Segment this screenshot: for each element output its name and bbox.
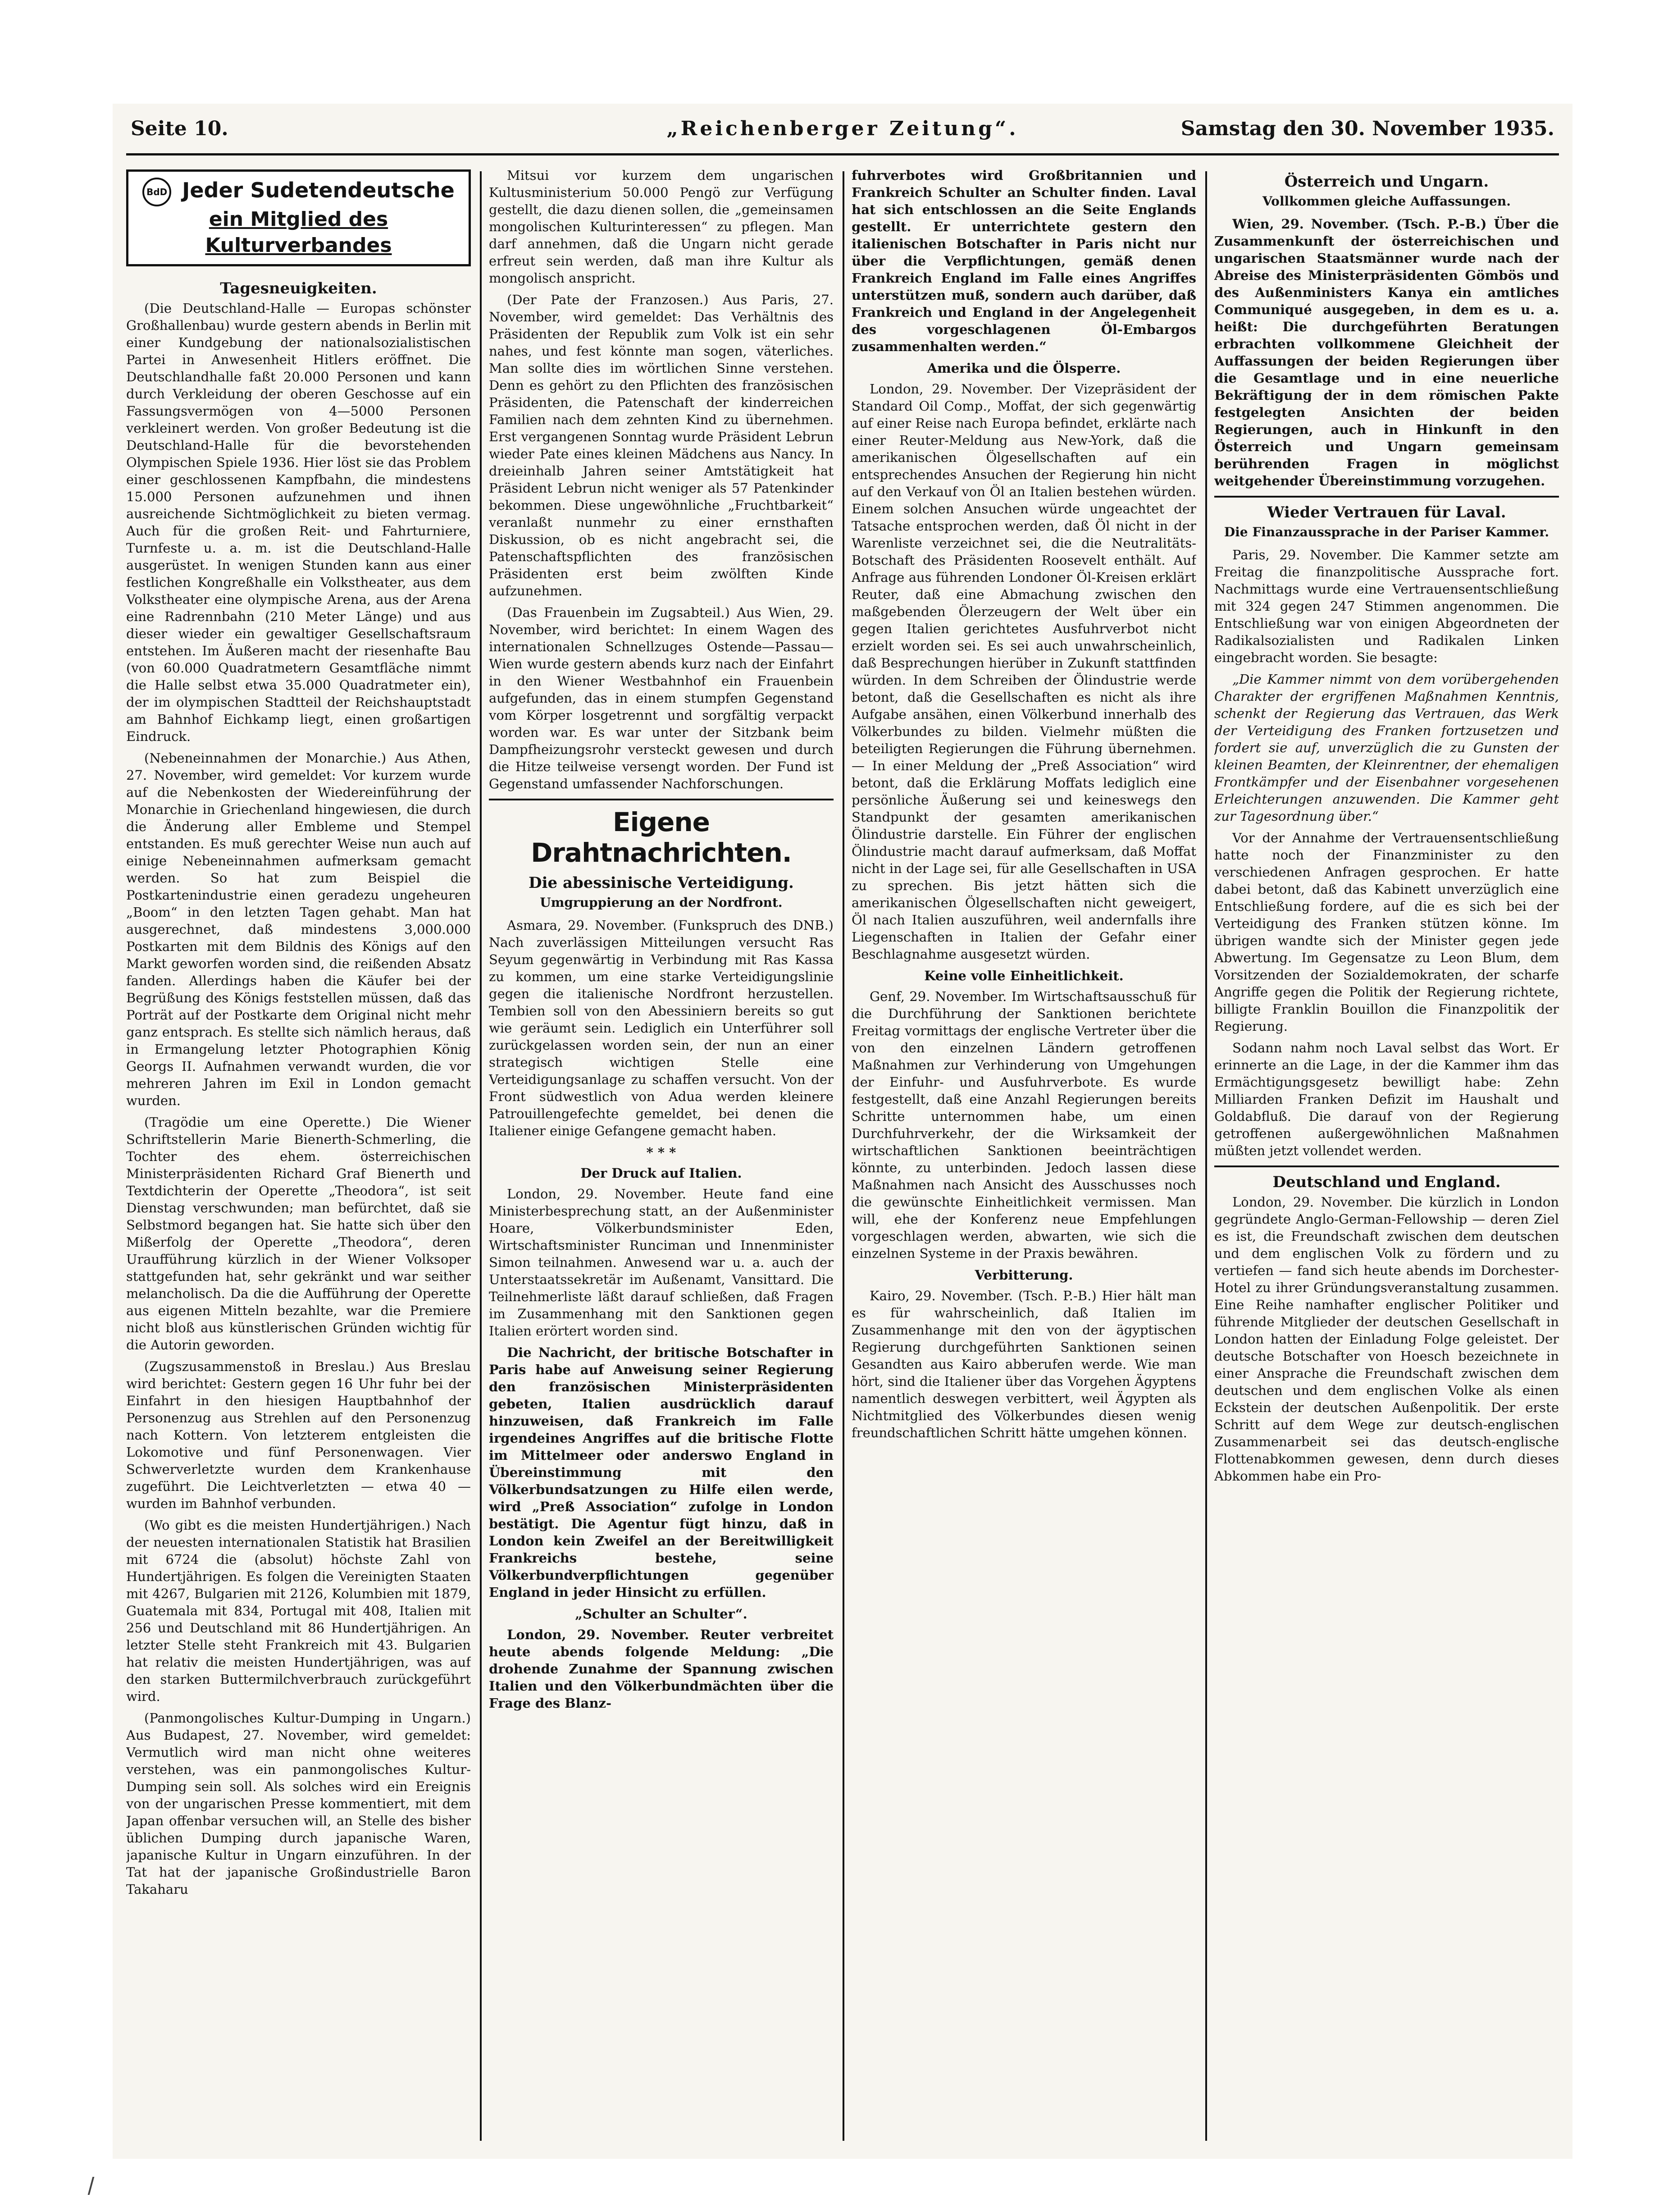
section-divider: [1214, 496, 1559, 498]
article-paragraph: Sodann nahm noch Laval selbst das Wort. Er erinnerte an die Lage, in der die Kammer ihm das Ermächtigungsgesetz bewilligt habe: Zehn Milliarden Franken Defizit im Haushalt und Goldabfluß. Die darauf von der Regierung getroffenen außergewöhnlichen Maßnahmen müßten jetzt vollendet werden.: [1214, 1040, 1559, 1158]
article-paragraph: (Das Frauenbein im Zugsabteil.) Aus Wien, 29. November, wird berichtet: In einem Wagen des internationalen Schnellzuges Ostende—Passau—Wien wurde gestern abends kurz nach der Einfahrt in den Wiener Westbahnhof ein Frauenbein aufgefunden, das in einem stumpfen Gegenstand vom Körper losgetrennt und sorgfältig verpackt worden war. Es war unter der Sitzbank beim Dampfheizungsrohr versteckt gewesen und durch die Hitze teilweise versengt worden. Der Fund ist Gegenstand umfassender Nachforschungen.: [489, 605, 834, 791]
article-heading-laval: Wieder Vertrauen für Laval.: [1267, 503, 1506, 521]
article-paragraph: Genf, 29. November. Im Wirtschaftsausschuß für die Durchführung der Sanktionen berichtete Freitag vormittags der englische Vertreter über die von den einzelnen Ländern getroffenen Maßnahmen zur Verhinderung von Umgehungen der Einfuhr- und Ausfuhrverbote. Es wurde festgestellt, daß eine Anzahl Regierungen bereits Schritte unternommen habe, um einen Durchfuhrverkehr, der die Wirksamkeit der wirtschaftlichen Sanktionen beeinträchtigen könnte, zu unterbinden. Jedoch lassen diese Maßnahmen nach Ansicht des Ausschusses noch die gewünschte Einheitlichkeit vermissen. Man will, ehe der Konferenz neue Empfehlungen vorgeschlagen werden, abwarten, wie sich die einzelnen Systeme in der Praxis bewähren.: [852, 989, 1196, 1261]
article-paragraph: (Die Deutschland-Halle — Europas schönster Großhallenbau) wurde gestern abends in Berlin mit einer Kundgebung der nationalsozialistischen Partei in Anwesenheit Hitlers eröffnet. Die Deutschlandhalle faßt 20.000 Personen und kann durch Verkleidung der oberen Geschosse auf ein Fassungsvermögen von 4—5000 Personen verkleinert werden. Von großer Bedeutung ist die Deutschland-Halle für die bevorstehenden Olympischen Spiele 1936. Hier löst sie das Problem einer geschlossenen Kampfbahn, die mindestens 15.000 Personen aufzunehmen und ihnen ausreichende Sichtmöglichkeit zu bieten vermag. Auch für die großen Reit- und Fahrturniere, Turnfeste u. a. m. ist die Deutschland-Halle ausgerüstet. In wenigen Stunden kann aus einer festlichen Kongreßhalle ein Volkstheater, aus dem Volkstheater eine olympische Arena, aus der Arena eine Radrennbahn (210 Meter Länge) und aus dieser wieder ein gewaltiger Gesellschaftsraum entstehen. Im Äußeren macht der riesenhafte Bau (von 60.000 Quadratmetern Gesamtfläche nimmt die Halle selbst etwa 35.000 Quadratmeter ein), der im olympischen Stadtteil der Reichshauptstadt am Bahnhof Eichkamp liegt, einen großartigen Eindruck.: [126, 300, 471, 744]
article-paragraph: London, 29. November. Heute fand eine Ministerbesprechung statt, an der Außenminister Hoare, Völkerbundsminister Eden, Wirtschaftsminister Runciman und Innenminister Simon teilnahmen. Anwesend war u. a. auch der Unterstaatssekretär im Außenamt, Vansittard. Die Teilnehmerliste läßt darauf schließen, daß Fragen im Zusammenhang mit den Sanktionen gegen Italien erörtert worden sind.: [489, 1186, 834, 1339]
article-heading-shoulder: „Schulter an Schulter“.: [575, 1606, 747, 1622]
column-rule-1: [480, 171, 482, 2141]
article-heading-england: Deutschland und England.: [1272, 1173, 1501, 1191]
newspaper-title: „Reichenberger Zeitung“.: [666, 117, 1019, 140]
article-paragraph: (Zugszusammenstoß in Breslau.) Aus Breslau wird berichtet: Gestern gegen 16 Uhr fuhr bei der Einfahrt in den hiesigen Hauptbahnhof der Personenzug aus Strehlen auf den Personenzug nach Kottern. Von letzterem entgleisten die Lokomotive und fünf Personenwagen. Vier Schwerverletzte wurden dem Krankenhause zugeführt. Die Leichtverletzten — etwa 40 — wurden im Bahnhof verbunden.: [126, 1358, 471, 1511]
article-paragraph: London, 29. November. Reuter verbreitet heute abends folgende Meldung: „Die drohende Zunahme der Spannung zwischen Italien und den Völkerbundmächten über die Frage des Blanz-: [489, 1627, 834, 1711]
header-rule: [126, 153, 1559, 155]
article-paragraph: London, 29. November. Die kürzlich in London gegründete Anglo-German-Fellowship — deren Ziel es ist, die Freundschaft zwischen dem deutschen und dem englischen Volk zu fördern und zu vertiefen — fand sich heute abends im Dorchester-Hotel zu ihrer Gründungsveranstaltung zusammen. Eine Reihe namhafter englischer Politiker und führende Mitglieder der deutschen Gesellschaft in London hatten der Einladung Folge geleistet. Der deutsche Botschafter von Hoesch bezeichnete in einer Ansprache die Freundschaft zwischen dem deutschen und dem englischen Volke als einen Eckstein der deutschen Außenpolitik. Der erste Schritt auf dem Wege zur deutsch-englischen Zusammenarbeit sei das deutsch-englische Flottenabkommen gewesen, denn durch dieses Abkommen habe ein Pro-: [1214, 1194, 1559, 1484]
banner-line-2: ein Mitglied des Kulturverbandes: [205, 207, 392, 257]
section-heading-tagesneuigkeiten: Tagesneuigkeiten.: [220, 279, 377, 297]
article-paragraph: London, 29. November. Der Vizepräsident der Standard Oil Comp., Moffat, der sich gegenwärtig auf einer Reise nach Europa befindet, erklärte nach einer Reuter-Meldung aus New-York, daß die amerikanischen Ölgesellschaften auf ein entsprechendes Ansuchen der Regierung hin nicht auf den Verkauf von Öl an Italien bestehen würden. Einem solchen Ansuchen würde ungeachtet der Tatsache entsprochen werden, daß Öl nicht in der Warenliste verzeichnet sei, die die Neutralitäts-Botschaft des Präsidenten Roosevelt enthält. Auf Anfrage aus führenden Londoner Öl-Kreisen erklärt Reuter, daß eine Abmachung zwischen den maßgebenden Ölerzeugern der Welt über ein gegen Italien gerichtetes Ausfuhrverbot nicht erzielt worden sei. Es sei auch unwahrscheinlich, daß Besprechungen hierüber in Zukunft stattfinden würden. In dem Schreiben der Ölindustrie werde betont, daß die Gesellschaften es nicht als ihre Aufgabe ansähen, einen Völkerbund innerhalb des Völkerbundes zu bilden. Vielmehr müßten die beteiligten Regierungen die Führung übernehmen. — In einer Meldung der „Preß Association“ wird betont, daß die Erklärung Moffats lediglich eine persönliche Äußerung sei und keineswegs den Standpunkt der gesamten amerikanischen Ölindustrie darstelle. Ein Führer der englischen Ölindustrie macht darauf aufmerksam, daß Moffat nicht in der Lage sei, für alle Gesellschaften in USA zu sprechen. Bis jetzt hätten sich die amerikanischen Ölgesellschaften nicht geweigert, Öl nach Italien auszuführen, weil andernfalls ihre Liegenschaften in Italien der Gefahr einer Beschlagnahme ausgesetzt würden.: [852, 381, 1196, 962]
article-paragraph: (Nebeneinnahmen der Monarchie.) Aus Athen, 27. November, wird gemeldet: Vor kurzem wurde auf die Nebenkosten der Wiedereinführung der Monarchie in Griechenland hingewiesen, die durch die Änderung aller Embleme und Stempel entstanden. Es muß gerechter Weise nun auch auf einige Nebeneinnahmen aufmerksam gemacht werden. So hat zum Beispiel die Postkartenindustrie einen geradezu ungeheuren „Boom“ in den letzten Tagen gehabt. Man hat ausgerechnet, daß mindestens 3,000.000 Postkarten mit dem Bildnis des Königs auf den Markt geworfen worden sind, die reißenden Absatz fanden. Allerdings haben die Käufer bei der Begrüßung des Königs feststellen müssen, daß das Porträt auf der Postkarte dem Original nicht mehr ganz entsprach. Es stellte sich nämlich heraus, daß in Ermangelung letzter Photographien König Georgs II. Aufnahmen verwandt wurden, die vor mehreren Jahren im Exil in London gemacht wurden.: [126, 750, 471, 1108]
column-2: [489, 167, 834, 2141]
separator-stars: * * *: [646, 1145, 676, 1160]
article-subheading: Umgruppierung an der Nordfront.: [540, 895, 783, 910]
kulturverband-banner: [126, 169, 471, 266]
article-subheading: Die Finanzaussprache in der Pariser Kammer.: [1224, 525, 1549, 539]
article-paragraph: fuhrverbotes wird Großbritannien und Frankreich Schulter an Schulter finden. Laval hat sich entschlossen an die Seite Englands gestellt. Er unterrichtete gestern den italienischen Botschafter in Paris nicht nur über die Verpflichtungen, gemäß denen Frankreich England im Falle eines Angriffes unterstützen muß, sondern auch darüber, daß Frankreich und England in der Angelegenheit des vorgeschlagenen Öl-Embargos zusammenhalten werden.“: [852, 168, 1196, 354]
article-paragraph: (Tragödie um eine Operette.) Die Wiener Schriftstellerin Marie Bienerth-Schmerling, die Tochter des ehem. österreichischen Ministerpräsidenten Richard Graf Bienerth und Textdichterin der Operette „Theodora“, ist seit Dienstag verschwunden; man befürchtet, daß sie Selbstmord begangen hat. Sie hatte sich über den Mißerfolg der Operette „Theodora“, deren Uraufführung kürzlich in der Wiener Volksoper stattgefunden hat, sehr gekränkt und war seither melancholisch. Da die die Aufführung der Operette aus eigenen Mitteln bezahlte, war die Premiere nicht bloß aus künstlerischen Gründen wichtig für die Autorin geworden.: [126, 1114, 471, 1353]
banner-line-1: Jeder Sudetendeutsche: [182, 178, 455, 202]
article-heading-pressure: Der Druck auf Italien.: [580, 1165, 742, 1181]
page-header: [131, 113, 1554, 149]
kulturverband-logo-icon: BdD: [142, 178, 171, 206]
column-3: [852, 167, 1196, 2141]
article-paragraph: (Wo gibt es die meisten Hundertjährigen.) Nach der neuesten internationalen Statistik hat Brasilien mit 6724 die (absolut) höchste Zahl von Hundertjährigen. Es folgen die Vereinigten Staaten mit 4267, Bulgarien mit 2126, Kolumbien mit 1879, Guatemala mit 834, Portugal mit 408, Italien mit 256 und Deutschland mit 86 Hundertjährigen. An letzter Stelle steht Frankreich mit 43. Bulgarien hat relativ die meisten Hundertjährigen, was auf den starken Buttermilchverbrauch zurückgeführt wird.: [126, 1517, 471, 1704]
scan-margin-mark: [88, 2177, 101, 2195]
article-subheading: Vollkommen gleiche Auffassungen.: [1262, 194, 1511, 209]
article-heading-abyssinia: Die abessinische Verteidigung.: [529, 874, 794, 892]
section-divider: [489, 799, 834, 800]
article-heading-austria: Österreich und Ungarn.: [1284, 173, 1489, 191]
section-divider: [1214, 1165, 1559, 1167]
article-heading-unity: Keine volle Einheitlichkeit.: [924, 968, 1124, 983]
column-1: [126, 167, 471, 2141]
column-rule-2: [843, 171, 844, 2141]
article-paragraph: Asmara, 29. November. (Funkspruch des DNB.) Nach zuverlässigen Mitteilungen versucht Ras Seyum gegenwärtig in Verbindung mit Ras Kassa zu kommen, um eine starke Verteidigungslinie gegen die italienische Nordfront herzustellen. Tembien soll von den Abessiniern bereits so gut wie geräumt sein. Lediglich ein Unterführer soll zurückgelassen worden sein, der nun an einer strategisch wichtigen Stelle eine Verteidigungsanlage zu schaffen versucht. Von der Front südwestlich von Adua werden kleinere Patrouillengefechte gemeldet, bei denen die Italiener einige Gefangene gemacht haben.: [489, 918, 834, 1138]
article-quote: „Die Kammer nimmt von dem vorübergehenden Charakter der ergriffenen Maßnahmen Kenntnis, schenkt der Regierung das Vertrauen, das Werk der Verteidigung des Franken fortzusetzen und fordert sie auf, unverzüglich die zu Gunsten der kleinen Beamten, der Kleinrentner, der ehemaligen Frontkämpfer und der Eisenbahner vorgesehenen Erleichterungen anzuwenden. Die Kammer geht zur Tagesordnung über.“: [1214, 672, 1559, 824]
article-paragraph: Wien, 29. November. (Tsch. P.-B.) Über die Zusammenkunft der österreichischen und ungarischen Staatsmänner wurde nach der Abreise des Ministerpräsidenten Gömbös und des Außenministers Kanya ein amtliches Communiqué ausgegeben, in dem es u. a. heißt: Die durchgeführten Beratungen erbrachten vollkommene Gleichheit der Auffassungen der beiden Regierungen über die Gesamtlage und in eine neuerliche Bekräftigung der in dem römischen Pakte festgelegten Ansichten der beiden Regierungen, auch in Hinkunft in den Österreich und Ungarn gemeinsam berührenden Fragen in möglichst weitgehender Übereinstimmung vorzugehen.: [1214, 216, 1559, 489]
newspaper-page: [113, 104, 1572, 2159]
article-paragraph: Mitsui vor kurzem dem ungarischen Kultusministerium 50.000 Pengö zur Verfügung gestellt, die dazu dienen sollen, die „gemeinsamen mongolischen Kulturinteressen“ zu pflegen. Man darf annehmen, daß die Ungarn nicht gerade erfreut sein werden, daß man ihre Kultur als mongolisch anspricht.: [489, 168, 834, 286]
article-paragraph: Paris, 29. November. Die Kammer setzte am Freitag die finanzpolitische Aussprache fort. Nachmittags wurde eine Vertrauensentschließung mit 324 gegen 247 Stimmen angenommen. Die Entschließung war von einigen Abgeordneten der Radikalsozialisten und Radikalen Linken eingebracht worden. Sie besagte:: [1214, 547, 1559, 665]
column-4: [1214, 167, 1559, 2141]
issue-date: Samstag den 30. November 1935.: [1180, 117, 1554, 140]
article-paragraph: Kairo, 29. November. (Tsch. P.-B.) Hier hält man es für wahrscheinlich, daß Italien im Zusammenhange mit den von der ägyptischen Regierung durchgeführten Sanktionen seinen Gesandten aus Kairo abberufen werde. Wie man hört, sind die Italiener über das Vorgehen Ägyptens namentlich deswegen verbittert, weil Ägypten als Nichtmitglied des Völkerbundes diesen wenig freundschaftlichen Schritt hätte umgehen können.: [852, 1288, 1196, 1440]
article-paragraph: (Panmongolisches Kultur-Dumping in Ungarn.) Aus Budapest, 27. November, wird gemeldet: Vermutlich wird man nicht ohne weiteres verstehen, was ein panmongolisches Kultur-Dumping sein soll. Als solches wird ein Ereignis von der ungarischen Presse kommentiert, mit dem Japan offenbar versuchen will, an Stelle des bisher üblichen Dumping durch japanische Waren, japanische Kultur in Ungarn einzuführen. In der Tat hat der japanische Großindustrielle Baron Takaharu: [126, 1710, 471, 1897]
page-number: Seite 10.: [131, 117, 228, 140]
article-paragraph: (Der Pate der Franzosen.) Aus Paris, 27. November, wird gemeldet: Das Verhältnis des Präsidenten der Republik zum Volk ist ein sehr nahes, und fest könnte man sogen, väterliches. Man sollte dies im wörtlichen Sinne verstehen. Denn es gehört zu den Pflichten des französischen Präsidenten, die Patenschaft der kinderreichen Familien nach dem zehnten Kind zu übernehmen. Erst vergangenen Sonntag wurde Präsident Lebrun wieder Pate eines kleinen Mädchens aus Nancy. In dreieinhalb Jahren seiner Amtstätigkeit hat Präsident Lebrun nicht weniger als 57 Patenkinder bekommen. Diese ungewöhnliche „Fruchtbarkeit“ veranlaßt nunmehr zu einer ernsthaften Diskussion, ob es nicht angebracht sei, die Patenschaftspflichten des französischen Präsidenten erst beim zwölften Kinde aufzunehmen.: [489, 292, 834, 599]
article-paragraph: Die Nachricht, der britische Botschafter in Paris habe auf Anweisung seiner Regierung den französischen Ministerpräsidenten gebeten, Italien ausdrücklich darauf hinzuweisen, daß Frankreich im Falle irgendeines Angriffes auf die britische Flotte im Mittelmeer oder anderswo England in Übereinstimmung mit den Völkerbundsatzungen zu Hilfe eilen werde, wird „Preß Association“ zufolge in London bestätigt. Die Agentur fügt hinzu, daß in London kein Zweifel an der Bereitwilligkeit Frankreichs bestehe, seine Völkerbundverpflichtungen gegenüber England in jeder Hinsicht zu erfüllen.: [489, 1345, 834, 1600]
wire-news-heading: Eigene Drahtnachrichten.: [531, 807, 792, 868]
article-heading-bitterness: Verbitterung.: [975, 1267, 1073, 1283]
article-paragraph: Vor der Annahme der Vertrauensentschließung hatte noch der Finanzminister zu den verschiedenen Anfragen gesprochen. Er hatte dabei betont, daß das Kabinett unverzüglich eine Entschließung fordere, auf die es sich bei der Verteidigung des Franken stützen könne. Im übrigen wandte sich der Minister gegen jede Abwertung. Im Gegensatze zu Leon Blum, dem Vorsitzenden der Sozialdemokraten, der scharfe Angriffe gegen die Politik der Regierung richtete, billigte Franklin Bouillon die Finanzpolitik der Regierung.: [1214, 830, 1559, 1034]
column-rule-3: [1205, 171, 1207, 2141]
article-heading-oil: Amerika und die Ölsperre.: [927, 361, 1121, 376]
